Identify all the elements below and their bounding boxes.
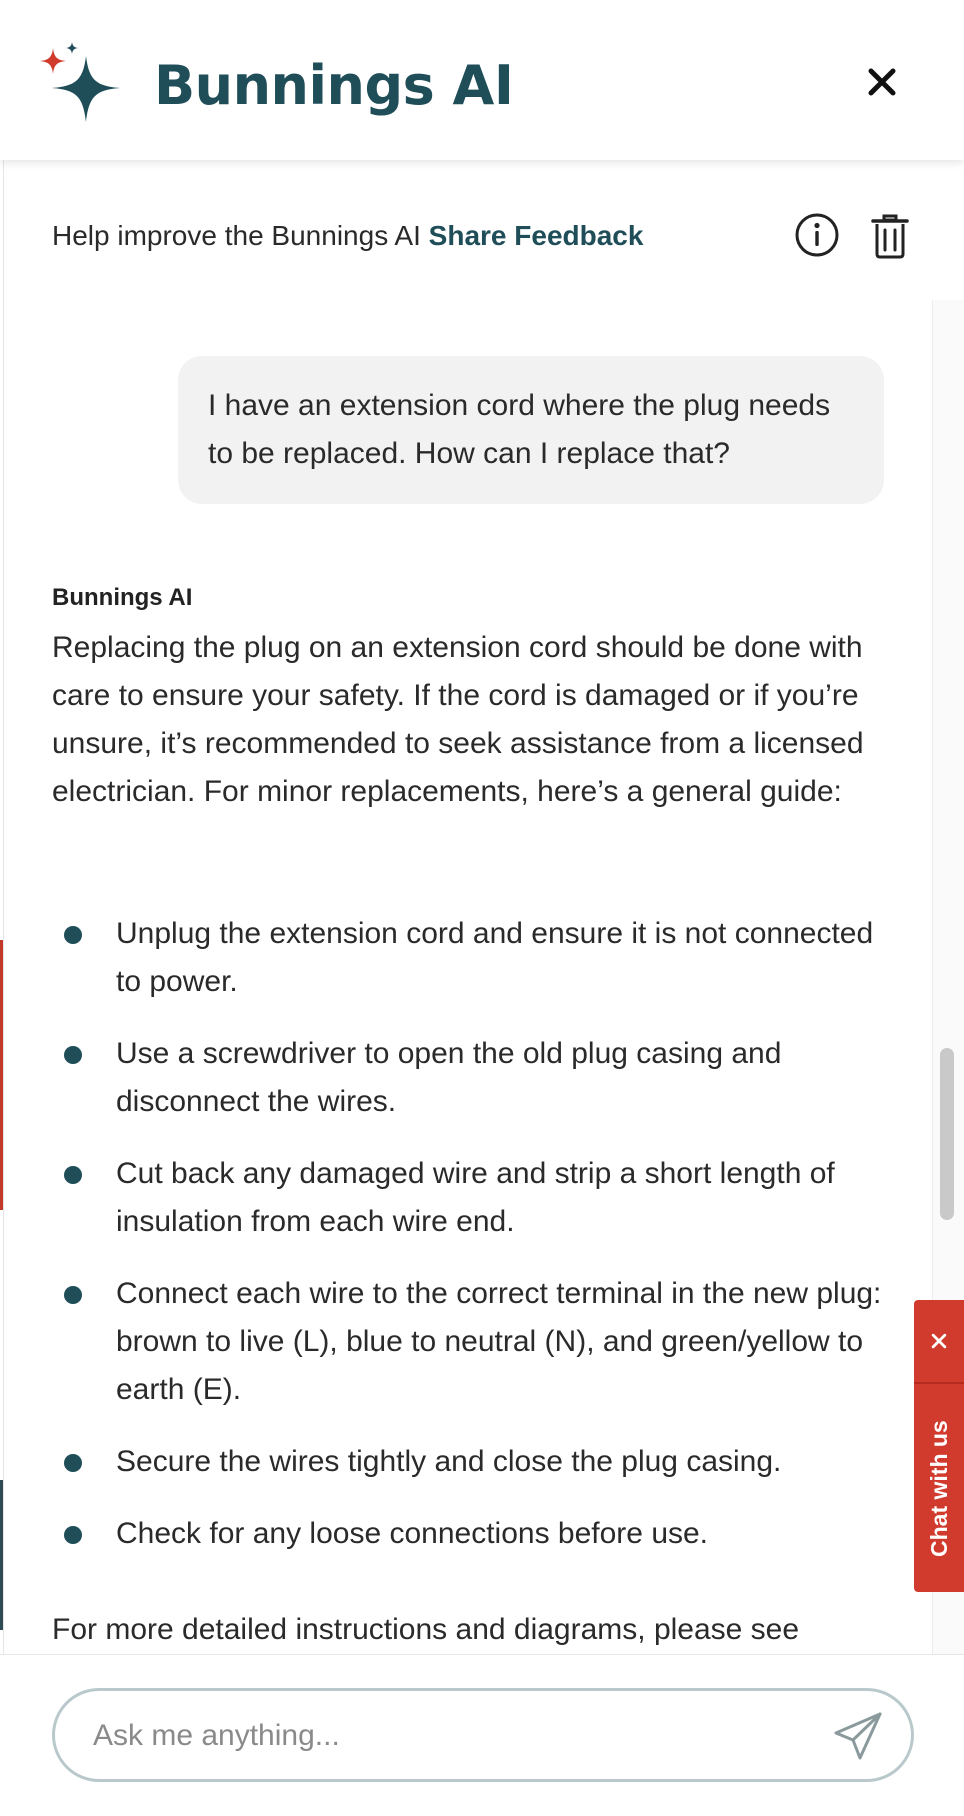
- ai-intro-text: Replacing the plug on an extension cord should be done with care to ensure your safety. If the cord is damaged or if you’re unsure, it’s recommended to seek assistance from a licensed electrician. For minor replacements, here’s a general guide:: [52, 631, 864, 808]
- list-item: [52, 910, 902, 1006]
- feedback-prefix: Help improve the Bunnings AI: [52, 220, 429, 251]
- list-item: [52, 1030, 902, 1126]
- list-item: [52, 1438, 902, 1486]
- feedback-text: [52, 220, 643, 252]
- sparkle-star-icon: [34, 40, 126, 132]
- user-message-bubble: I have an extension cord where the plug needs to be replaced. How can I replace that?: [178, 356, 884, 504]
- list-item-text: Check for any loose connections before use.: [116, 1517, 709, 1550]
- list-item: [52, 1510, 902, 1558]
- bullet-dot: [64, 1166, 82, 1184]
- close-icon[interactable]: [862, 62, 902, 102]
- list-item-text: Secure the wires tightly and close the plug casing.: [116, 1445, 782, 1478]
- list-item-text: Use a screwdriver to open the old plug casing and disconnect the wires.: [116, 1037, 782, 1118]
- bullet-dot: [64, 1454, 82, 1472]
- chat-with-us-label[interactable]: Chat with us: [926, 1420, 952, 1558]
- bullet-dot: [64, 1526, 82, 1544]
- info-icon[interactable]: [794, 212, 840, 258]
- instruction-list: [52, 910, 902, 1582]
- conversation-area: [0, 300, 932, 1654]
- message-input-box[interactable]: [52, 1688, 914, 1782]
- ai-outro-text: For more detailed instructions and diagrams, please see: [52, 1613, 800, 1646]
- scrollbar-thumb[interactable]: [940, 1048, 954, 1220]
- bullet-dot: [64, 926, 82, 944]
- list-item: [52, 1270, 902, 1414]
- message-input[interactable]: [91, 1713, 795, 1759]
- list-item-text: Cut back any damaged wire and strip a short length of insulation from each wire end.: [116, 1157, 835, 1238]
- chat-with-us-tab[interactable]: [914, 1300, 964, 1592]
- app-title: Bunnings AI: [154, 54, 514, 117]
- bullet-dot: [64, 1046, 82, 1064]
- send-icon[interactable]: [831, 1709, 885, 1763]
- bullet-dot: [64, 1286, 82, 1304]
- trash-icon[interactable]: [870, 212, 910, 260]
- share-feedback-link[interactable]: Share Feedback: [428, 220, 644, 251]
- chat-header: [0, 0, 964, 160]
- list-item-text: Connect each wire to the correct terminal in the new plug: brown to live (L), blue to neutral (N), and green/yellow to earth (E).: [116, 1277, 882, 1406]
- list-item: [52, 1150, 902, 1246]
- list-item-text: Unplug the extension cord and ensure it is not connected to power.: [116, 917, 874, 998]
- chat-tab-close-icon[interactable]: [914, 1300, 964, 1384]
- ai-sender-label: Bunnings AI: [52, 584, 193, 611]
